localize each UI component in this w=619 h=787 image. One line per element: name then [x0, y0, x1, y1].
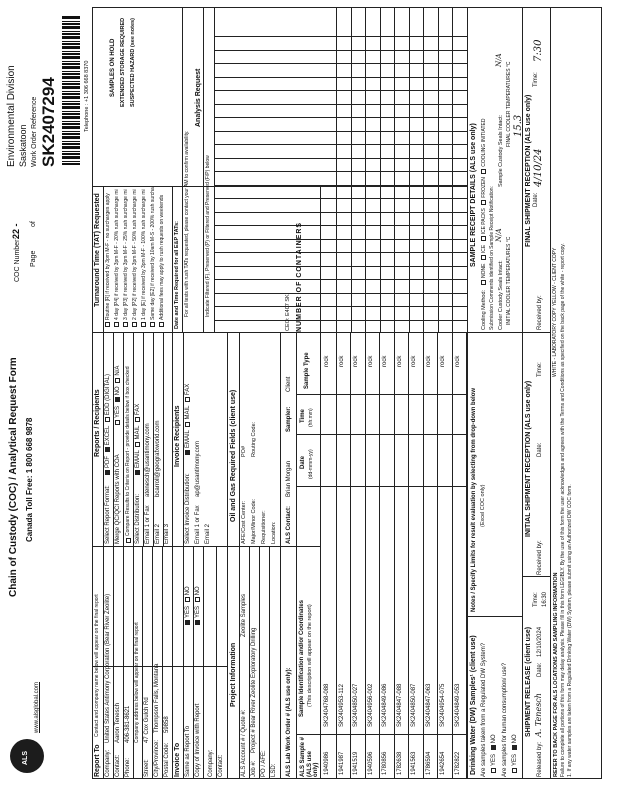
- sample-number-cell[interactable]: 1940596: [367, 751, 374, 775]
- als-contact-label: ALS Contact:: [286, 506, 292, 544]
- dw-q1-no-label: NO: [491, 734, 498, 744]
- barcode: [62, 15, 80, 165]
- final-temps-label: FINAL COOLER TEMPERATURES °C: [506, 61, 512, 147]
- tat-checkbox[interactable]: [105, 322, 110, 327]
- invoice-distribution-label: Select Invoice Distribution:: [185, 473, 191, 544]
- copy-invoice-options: [195, 586, 202, 627]
- dist-email-checkbox[interactable]: [135, 470, 140, 475]
- report-format-label: Select Report Format:: [105, 485, 111, 544]
- merge-no-checkbox[interactable]: [115, 397, 120, 402]
- merge-qc-label: Merge QC/QCI Reports with COA: [115, 454, 121, 544]
- inv-email-checkbox[interactable]: [185, 450, 190, 455]
- division-title: Environmental Division: [6, 65, 17, 167]
- inv-mail-label: MAIL: [185, 405, 192, 420]
- table-row: [394, 333, 395, 779]
- work-order-ref-label: Work Order Reference: [31, 96, 38, 167]
- col-identification: Sample Identification and/or Coordinates: [299, 599, 305, 717]
- sample-type-cell[interactable]: rock: [353, 355, 359, 367]
- same-as-report-yes[interactable]: [185, 620, 190, 625]
- report-email1-label: Email 1 or Fax: [145, 505, 151, 544]
- sample-number-cell[interactable]: 1941987: [338, 751, 345, 775]
- tat-checkbox[interactable]: [132, 322, 137, 327]
- contact-value[interactable]: Aaron Tenesch: [115, 703, 121, 743]
- job-value[interactable]: Project # Bear River Zeolite Exploratory Drilling: [251, 627, 257, 753]
- tat-checkbox[interactable]: [150, 322, 155, 327]
- table-row: [408, 333, 409, 779]
- sample-type-cell[interactable]: rock: [382, 355, 388, 367]
- tat-option-label: Same day [E2] if received by 10am M-S - 200% rush surcha: [149, 187, 156, 320]
- website-link[interactable]: www.alsglobal.com: [34, 681, 40, 733]
- inv-fax-label: FAX: [185, 383, 192, 396]
- analysis-row: [351, 7, 352, 333]
- table-row: [365, 333, 366, 779]
- inv-mail-checkbox[interactable]: [185, 422, 190, 427]
- compare-criteria-checkbox[interactable]: [126, 538, 131, 543]
- tat-option-label: 1 day [E] if received by 3pm M-F - 100% rush surcharge mi: [140, 189, 147, 320]
- final-time[interactable]: 7:30: [533, 39, 544, 62]
- analysis-column: [214, 212, 467, 213]
- cooling-none[interactable]: [481, 280, 486, 285]
- analysis-row: [452, 7, 453, 333]
- sample-number-cell[interactable]: 1780856: [382, 751, 388, 775]
- samples-on-hold-label: SAMPLES ON HOLD: [110, 38, 116, 97]
- lab-wo-label: ALS Lab Work Order # (ALS use only):: [286, 667, 292, 777]
- quote-label: ALS Account # / Quote #:: [241, 709, 247, 777]
- cooling-initiated-label: COOLING INITIATED: [480, 118, 487, 167]
- analysis-column: [214, 37, 467, 38]
- merge-options: [115, 366, 122, 427]
- analysis-column: [214, 104, 467, 105]
- table-row: [379, 333, 380, 779]
- initial-reception-title: INITIAL SHIPMENT RECEPTION (ALS use only): [525, 380, 532, 537]
- analysis-row: [438, 7, 439, 333]
- job-label: Job #:: [251, 760, 257, 777]
- release-date[interactable]: 12/10/2024: [537, 626, 543, 657]
- tat-option-label: 3 day [P3] if received by 3pm M-F - 25% rush surcharge mi: [122, 189, 129, 320]
- same-as-report-yes-label: YES: [185, 605, 192, 618]
- tat-checkbox[interactable]: [141, 322, 146, 327]
- dist-mail-checkbox[interactable]: [135, 442, 140, 447]
- company-value[interactable]: United States Antimony Corporation (Bear River Zeolite): [105, 593, 111, 743]
- sample-id-cell[interactable]: SK2404850-087: [411, 683, 417, 727]
- toll-free: Canada Toll Free: 1 800 668 9878: [25, 417, 34, 542]
- final-date[interactable]: 4/10/24: [533, 148, 544, 187]
- inv-fax-checkbox[interactable]: [185, 397, 190, 402]
- invoice-contact-label: Contact:: [218, 754, 224, 777]
- form-title: Chain of Custody (COC) / Analytical Request Form: [8, 357, 19, 597]
- cooling-method-label: Cooling Method:: [481, 289, 487, 330]
- tat-date-time-label: Date and Time Required for all E&P TATs:: [174, 221, 180, 329]
- extended-storage-label: EXTENDED STORAGE REQUIRED: [120, 17, 126, 107]
- analysis-column: [214, 253, 467, 254]
- sample-type-cell[interactable]: rock: [324, 355, 330, 367]
- cooling-ice-label: ICE: [480, 244, 487, 254]
- final-received-by-label: Received by:: [537, 295, 543, 330]
- sample-seals-value[interactable]: N/A: [495, 53, 503, 67]
- quote-value[interactable]: Zeolite Samples: [241, 593, 247, 637]
- tat-option[interactable]: [114, 189, 120, 329]
- tat-option-label: Additional fees may apply to rush requests on weekends: [158, 194, 165, 320]
- dw-q1-yes[interactable]: [491, 768, 496, 773]
- work-order-ref: SK2407294: [39, 77, 58, 167]
- analysis-column: [214, 239, 467, 240]
- format-edd-label: EDD (DIGITAL): [105, 373, 112, 416]
- po-afe-label: PO / AFE:: [261, 750, 267, 777]
- company-label: Company:: [105, 749, 111, 777]
- format-options: [105, 374, 112, 477]
- tat-checkbox[interactable]: [123, 322, 128, 327]
- city-label: City/Province:: [154, 739, 160, 777]
- same-as-report-no-label: NO: [185, 586, 192, 596]
- dw-notes-sub: (Excel COC only): [480, 484, 486, 527]
- copy-invoice-no[interactable]: [195, 597, 200, 602]
- sampler-label: Sampler:: [286, 406, 292, 432]
- analysis-column: [214, 145, 467, 146]
- release-time-label: Time:: [533, 592, 539, 607]
- sample-type-cell[interactable]: rock: [411, 355, 417, 367]
- footer-copies: WHITE - LABORATORY COPY YELLOW - CLIENT COPY: [552, 247, 558, 377]
- sample-type-cell[interactable]: rock: [396, 355, 403, 367]
- analysis-column: [214, 266, 467, 267]
- analysis-row: [365, 7, 366, 333]
- col-sample-num: ALS Sample # (ALS use only): [300, 736, 320, 777]
- analysis-note: Indicate Filtered (F), Preserved (P) or Filtered and Preserved (F/P) below: [205, 155, 211, 317]
- als-contact-value[interactable]: Brian Morgan: [286, 460, 292, 497]
- cooling-ice-packs[interactable]: [481, 236, 486, 241]
- submission-comments: Submission Comments identified on Sample Receipt Notification:: [489, 186, 495, 330]
- copy-invoice-yes-label: YES: [195, 605, 202, 618]
- release-time[interactable]: 16:30: [542, 591, 548, 607]
- analysis-row: [336, 7, 337, 333]
- sample-id-cell[interactable]: SK2404850-027: [353, 683, 359, 727]
- sample-id-cell[interactable]: SK2404849-086: [382, 683, 388, 727]
- compare-criteria-label: Compare Results to Criteria on Report - provide details below if box checked: [125, 366, 131, 536]
- dw-q1-yes-label: YES: [491, 753, 498, 766]
- format-excel-checkbox[interactable]: [105, 447, 110, 452]
- sample-id-cell[interactable]: SK2404849-053: [454, 683, 461, 727]
- col-identification-note: (This description will appear on the report): [307, 604, 313, 707]
- copy-invoice-no-label: NO: [195, 586, 202, 596]
- sample-id-cell[interactable]: SK2404768-088: [324, 683, 330, 727]
- street-value[interactable]: 47 Cox Gulch Rd: [144, 697, 150, 743]
- sample-number-cell[interactable]: 1782638: [396, 751, 403, 775]
- col-type: Sample Type: [304, 352, 310, 389]
- analysis-column: [214, 131, 467, 132]
- analysis-row: [394, 7, 395, 333]
- initial-time-label: Time:: [537, 362, 543, 377]
- report-email2[interactable]: bcarroll@geografxworld.com: [155, 420, 161, 497]
- sample-type-cell[interactable]: rock: [338, 355, 345, 367]
- ceo-label: CEO: E407 SK: [285, 294, 291, 331]
- reports-title: Reports / Recipients: [94, 389, 101, 457]
- oil-gas-title: Oil and Gas Required Fields (client use): [230, 389, 237, 522]
- tat-option[interactable]: [123, 189, 129, 329]
- sample-number-cell[interactable]: 1941563: [411, 751, 417, 775]
- footer-line2: Failure to complete all portions of this form may delay analysis. Please fill in this form LEGIBLY. By the use of this form the user acknowledges and agrees with the Terms and Conditions as specified on the back page of the white - report copy.: [560, 243, 566, 777]
- cooling-frozen[interactable]: [481, 200, 486, 205]
- col-time: Time: [300, 409, 306, 423]
- report-email1[interactable]: atenesch@usantimony.com: [145, 423, 151, 497]
- dw-q2: Are samples for human consumption/ use?: [502, 662, 508, 777]
- sample-seals-label: Sample Custody Seals Intact:: [498, 114, 504, 187]
- format-excel-label: EXCEL: [105, 425, 112, 446]
- sample-number-cell[interactable]: 1786594: [425, 751, 432, 775]
- sample-number-cell[interactable]: 1940986: [324, 751, 330, 775]
- postal-value[interactable]: 59858: [164, 716, 170, 733]
- table-row: [336, 333, 337, 779]
- initial-temps-label: INITIAL COOLER TEMPERATURES °C: [506, 236, 512, 325]
- analysis-column: [214, 158, 467, 159]
- analysis-column: [214, 91, 467, 92]
- dw-q1-no[interactable]: [491, 745, 496, 750]
- final-reception-title: FINAL SHIPMENT RECEPTION (ALS use only): [525, 94, 532, 247]
- release-date-label: Date:: [537, 662, 543, 677]
- invoice-email2-label: Email 2: [205, 523, 211, 544]
- coc-number-label: COC Number:: [14, 237, 21, 282]
- major-minor-label: Major/Minor Code:: [251, 498, 257, 544]
- analysis-column: [214, 64, 467, 65]
- col-time-fmt: (hh:mm): [308, 408, 314, 427]
- report-to-title: Report To: [94, 744, 101, 777]
- sample-id-cell[interactable]: SK2404847-063: [425, 683, 432, 727]
- sample-id-cell[interactable]: SK2404956-002: [367, 683, 374, 727]
- afe-label: AFE/Cost Center:: [241, 500, 247, 544]
- report-to-note: Contact and company name below will appear on the final report: [94, 594, 100, 737]
- suspected-hazard-label: SUSPECTED HAZARD (see notes): [130, 18, 136, 107]
- table-row: [452, 333, 453, 779]
- coc-number: 22 -: [11, 223, 21, 239]
- cooling-frozen-label: FROZEN: [480, 177, 487, 198]
- dw-title: Drinking Water (DW) Samples¹ (client use): [470, 635, 477, 775]
- tat-option[interactable]: [105, 193, 111, 329]
- table-row: [437, 333, 438, 779]
- sampler-value[interactable]: Client: [286, 376, 292, 392]
- analysis-column: [214, 77, 467, 78]
- analysis-column: [214, 50, 467, 51]
- dw-q1: Are samples taken from a Regulated DW System?: [481, 642, 487, 777]
- footer-line3: 1. If any water samples are taken from a Regulated Drinking Water (DW) System, please submit using an Authorized DW COC form.: [567, 484, 573, 777]
- tat-checkbox[interactable]: [114, 322, 119, 327]
- tat-contact-note: For all tests with rush TATs requested, please contact your AM to confirm availability.: [184, 130, 190, 317]
- tat-option[interactable]: [150, 187, 156, 329]
- dist-email-label: EMAIL: [135, 450, 142, 468]
- invoice-distribution-options: [185, 384, 192, 457]
- same-as-report-no[interactable]: [185, 597, 190, 602]
- division-city: Saskatoon: [18, 124, 28, 167]
- invoice-recipients-title: Invoice Recipients: [174, 405, 181, 467]
- routing-label: Routing Code:: [251, 421, 257, 457]
- sample-type-cell[interactable]: rock: [454, 355, 461, 367]
- distribution-options: [135, 404, 142, 477]
- analysis-row: [409, 7, 410, 333]
- sample-type-cell[interactable]: rock: [425, 355, 432, 367]
- sample-type-cell[interactable]: rock: [440, 355, 446, 367]
- merge-no-label: NO: [115, 386, 122, 396]
- cooler-seals-value[interactable]: N/A: [495, 228, 503, 242]
- format-edd-checkbox[interactable]: [105, 417, 110, 422]
- format-pdf-label: PDF: [105, 456, 112, 468]
- merge-yes-checkbox[interactable]: [115, 420, 120, 425]
- initial-date-label: Date:: [537, 442, 543, 457]
- analysis-column: [214, 172, 467, 173]
- invoice-company-label: Company:: [208, 749, 214, 777]
- merge-yes-label: YES: [115, 405, 122, 418]
- tat-option-label: Routine [R] if received by 3pm M-F - no surcharges apply: [104, 193, 111, 320]
- contact-label: Contact:: [115, 754, 121, 777]
- invoice-to-title: Invoice To: [174, 742, 181, 777]
- analysis-row: [423, 7, 424, 333]
- cooling-ice-packs-label: ICE PACKS: [480, 208, 487, 235]
- dist-mail-label: MAIL: [135, 425, 142, 440]
- cooler-seals-label: Cooler Custody Seals Intact:: [498, 260, 504, 330]
- als-logo-text: ALS: [22, 751, 29, 765]
- sample-number-cell[interactable]: 1941519: [353, 751, 359, 775]
- initial-received-by-label: Received by:: [537, 540, 543, 575]
- telephone: Telephone : +1 306 668 8370: [84, 60, 90, 132]
- tat-option[interactable]: [141, 189, 147, 329]
- analysis-row: [380, 7, 381, 333]
- final-time-label: Time:: [533, 72, 539, 87]
- tat-option[interactable]: [132, 189, 138, 329]
- postal-label: Postal Code:: [164, 742, 170, 777]
- dw-q2-no-label: NO: [512, 734, 519, 744]
- lsd-label: LSD:: [271, 763, 277, 777]
- oil-po-label: PO#: [241, 445, 247, 457]
- table-row: [423, 333, 424, 779]
- dist-fax-checkbox[interactable]: [135, 417, 140, 422]
- sample-type-cell[interactable]: rock: [367, 355, 374, 367]
- inv-email-label: EMAIL: [185, 430, 192, 448]
- location-label: Location:: [271, 521, 277, 544]
- sample-number-cell[interactable]: 1782822: [454, 751, 461, 775]
- dw-q1-options: [491, 734, 498, 775]
- tat-checkbox[interactable]: [159, 322, 164, 327]
- merge-na-checkbox[interactable]: [115, 378, 120, 383]
- tat-title: Turnaround Time (TAT) Requested: [94, 193, 101, 307]
- format-pdf-checkbox[interactable]: [105, 470, 110, 475]
- col-date: Date: [300, 455, 306, 469]
- cooling-none-label: NONE: [480, 263, 487, 278]
- release-title: SHIPMENT RELEASE (client use): [525, 626, 532, 737]
- analysis-column: [214, 320, 467, 321]
- report-email2-label: Email 2: [155, 523, 161, 544]
- dw-q2-yes[interactable]: [512, 768, 517, 773]
- city-value[interactable]: Thompson Falls, Montana: [154, 663, 160, 733]
- receipt-title: SAMPLE RECEIPT DETAILS (ALS use only): [470, 123, 477, 267]
- page-label: Page: [30, 250, 37, 267]
- dist-fax-label: FAX: [135, 403, 142, 416]
- tat-option[interactable]: [159, 195, 165, 329]
- sample-id-cell[interactable]: SK2404953-112: [338, 684, 345, 727]
- phone-value[interactable]: 406-381-8621: [125, 705, 131, 743]
- invoice-email1-label: Email 1 or Fax: [195, 505, 201, 544]
- analysis-title: Analysis Request: [195, 68, 202, 127]
- analysis-column: [214, 280, 467, 281]
- dw-q2-no[interactable]: [512, 745, 517, 750]
- report-email3-label: Email 3: [164, 523, 170, 544]
- number-of-containers-label: NUMBER OF CONTAINERS: [296, 221, 303, 332]
- sample-id-cell[interactable]: SK2404954-075: [440, 683, 446, 727]
- distribution-label: Select Distribution:: [135, 493, 141, 544]
- copy-invoice-yes[interactable]: [195, 620, 200, 625]
- analysis-column: [214, 226, 467, 227]
- analysis-column: [214, 307, 467, 308]
- project-title: Project Information: [230, 642, 237, 707]
- table-row: [350, 333, 351, 779]
- final-date-label: Date:: [533, 192, 539, 207]
- same-as-report-options: [185, 586, 192, 627]
- released-by-signature[interactable]: A. Tenesch: [534, 693, 543, 737]
- dw-notes-label: Notes / Specify Limits for result evaluation by selecting from drop-down below: [471, 387, 477, 612]
- released-by-label: Released by:: [537, 741, 543, 777]
- requisitioner-label: Requisitioner:: [261, 510, 267, 544]
- copy-invoice-label: Copy of Invoice with Report: [195, 703, 201, 777]
- merge-na-label: N/A: [115, 365, 122, 376]
- final-temp-value[interactable]: 15.3: [513, 114, 524, 137]
- analysis-column: [214, 293, 467, 294]
- invoice-email1[interactable]: ap@usantimony.com: [195, 440, 201, 497]
- cooling-initiated[interactable]: [481, 169, 486, 174]
- tat-option-label: 2 day [P2] if received by 3pm M-F - 50% rush surcharge mi: [131, 189, 138, 320]
- tat-option-label: 4 day [P4] if received by 3pm M-F - 20% rush surcharge mi: [113, 189, 120, 320]
- cooling-options: [481, 119, 487, 287]
- sample-number-cell[interactable]: 1942654: [440, 751, 446, 775]
- dw-q2-yes-label: YES: [512, 753, 519, 766]
- street-label: Street:: [144, 759, 150, 777]
- analysis-column: [214, 185, 467, 186]
- page-of: of: [30, 221, 37, 227]
- col-date-fmt: (dd-mmm-yy): [308, 449, 314, 479]
- phone-label: Phone:: [125, 757, 131, 777]
- footer-line1: REFER TO BACK PAGE FOR ALS LOCATIONS AND SAMPLING INFORMATION: [553, 572, 559, 777]
- sample-id-cell[interactable]: SK2404847-088: [396, 683, 403, 727]
- analysis-column: [214, 199, 467, 200]
- address-note: Company address below will appear on the final report: [134, 622, 140, 743]
- dw-q2-options: [512, 734, 519, 775]
- cooling-ice[interactable]: [481, 255, 486, 260]
- same-as-report-label: Same as Report To: [185, 725, 191, 777]
- analysis-column: [214, 118, 467, 119]
